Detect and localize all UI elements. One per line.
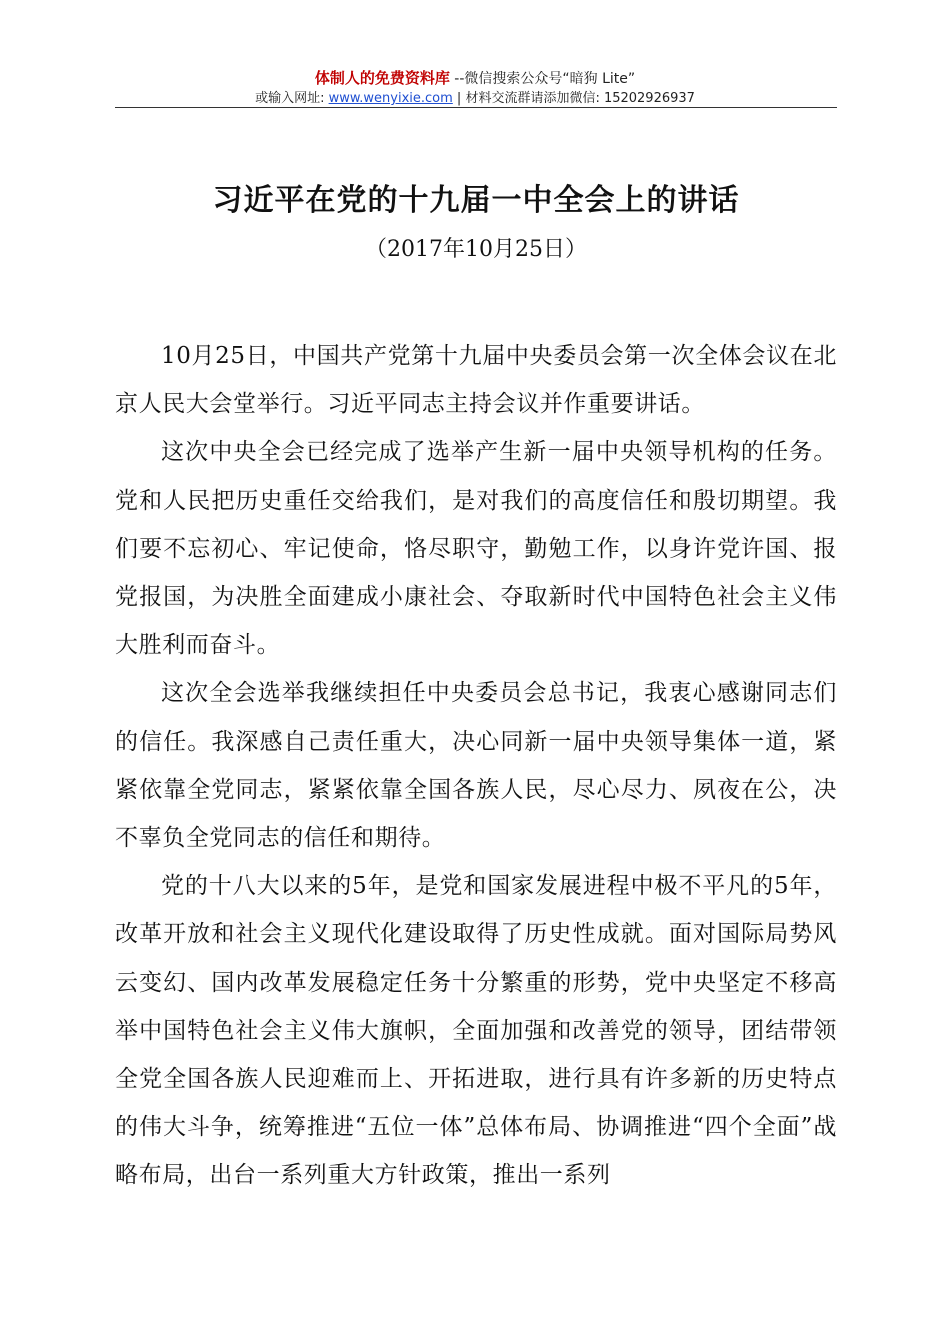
paragraph: 这次中央全会已经完成了选举产生新一届中央领导机构的任务。党和人民把历史重任交给我们，是对我们的高度信任和殷切期望。我们要不忘初心、牢记使命，恪尽职守，勤勉工作，以身许党许国、报党报国，为决胜全面建成小康社会、夺取新时代中国特色社会主义伟大胜利而奋斗。 bbox=[115, 439, 837, 659]
document-date: （2017年10月25日） bbox=[365, 237, 587, 262]
paragraph: 10月25日，中国共产党第十九届中央委员会第一次全体会议在北京人民大会堂举行。习近平同志主持会议并作重要讲话。 bbox=[115, 343, 837, 418]
url-prefix: 或输入网址: bbox=[255, 91, 329, 106]
header-tagline: --微信搜索公众号“暗狗 Lite” bbox=[449, 71, 636, 87]
document-body bbox=[115, 332, 837, 1200]
page-header bbox=[115, 68, 835, 109]
contact-text: | 材料交流群请添加微信: 15202926937 bbox=[452, 91, 695, 106]
paragraph: 这次全会选举我继续担任中央委员会总书记，我衷心感谢同志们的信任。我深感自己责任重大，决心同新一届中央领导集体一道，紧紧依靠全党同志，紧紧依靠全国各族人民，尽心尽力、夙夜在公，决不辜负全党同志的信任和期待。 bbox=[115, 680, 837, 852]
paragraph: 党的十八大以来的5年，是党和国家发展进程中极不平凡的5年，改革开放和社会主义现代化建设取得了历史性成就。面对国际局势风云变幻、国内改革发展稳定任务十分繁重的形势，党中央坚定不移高举中国特色社会主义伟大旗帜，全面加强和改善党的领导，团结带领全党全国各族人民迎难而上、开拓进取，进行具有许多新的历史特点的伟大斗争，统筹推进“五位一体”总体布局、协调推进“四个全面”战略布局，出台一系列重大方针政策，推出一系列 bbox=[115, 873, 837, 1189]
header-line-brand bbox=[115, 68, 835, 89]
brand-name: 体制人的免费资料库 bbox=[314, 69, 450, 87]
header-divider bbox=[115, 107, 837, 108]
document-title: 习近平在党的十九届一中全会上的讲话 bbox=[212, 183, 740, 218]
website-link[interactable]: www.wenyixie.com bbox=[328, 91, 453, 106]
header-line-contact bbox=[115, 89, 835, 109]
